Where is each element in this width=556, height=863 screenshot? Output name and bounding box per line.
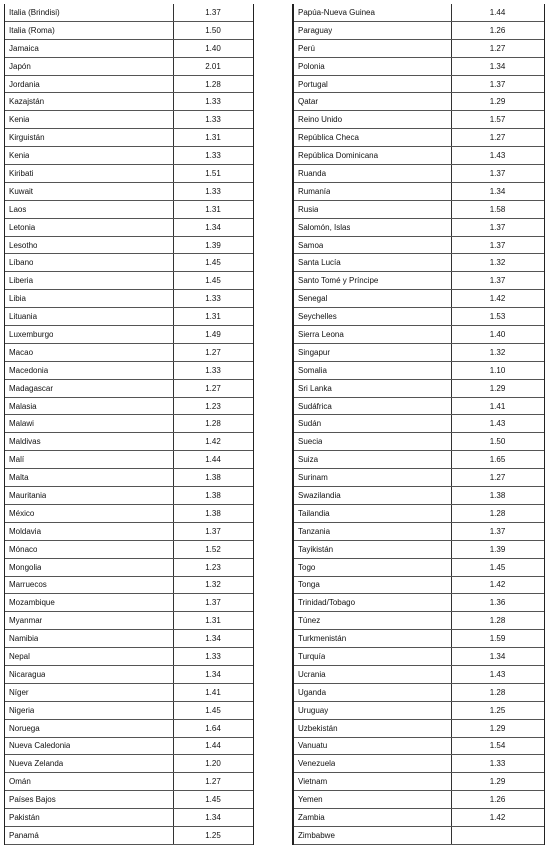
table-row	[5, 76, 253, 94]
country-value: 1.28	[205, 419, 221, 429]
table-row	[5, 433, 253, 451]
country-name: Trinidad/Tobago	[298, 598, 356, 608]
table-row	[294, 523, 544, 541]
country-name: Noruega	[9, 723, 40, 733]
country-value: 1.59	[489, 634, 506, 644]
table-row	[294, 809, 544, 827]
country-value: 1.43	[489, 419, 506, 429]
table-row	[294, 666, 544, 684]
country-name: Nepal	[9, 652, 30, 661]
country-value: 1.43	[489, 669, 506, 679]
country-name: Mónaco	[9, 544, 38, 554]
table-row	[294, 487, 544, 505]
country-value: 1.31	[205, 312, 221, 322]
country-name: Yemen	[298, 795, 323, 805]
table-row	[5, 505, 253, 523]
table-row	[294, 237, 544, 255]
table-row	[5, 40, 253, 58]
table-row	[5, 594, 253, 612]
country-name: Uzbekistán	[298, 723, 338, 733]
country-name: Moldavia	[9, 526, 42, 536]
country-name: República Dominicana	[298, 151, 379, 161]
country-name: Qatar	[298, 97, 319, 107]
country-name: Paraguay	[298, 25, 333, 35]
country-value: 1.28	[489, 508, 506, 518]
country-name: Perú	[298, 43, 315, 53]
country-value: 1.39	[489, 544, 506, 554]
country-value: 1.33	[205, 186, 221, 196]
country-value: 1.37	[489, 276, 506, 286]
country-name: Ruanda	[298, 168, 327, 178]
table-row	[294, 344, 544, 362]
country-name: Sierra Leona	[298, 329, 344, 339]
country-value: 1.33	[205, 151, 221, 161]
table-row	[294, 76, 544, 94]
country-name: Zambia	[298, 813, 325, 823]
table-row	[294, 4, 544, 22]
table-row	[294, 827, 544, 845]
country-value: 1.53	[489, 312, 506, 322]
country-name: Swazilandia	[298, 490, 341, 500]
table-row	[294, 648, 544, 666]
country-name: Liberia	[9, 276, 34, 286]
table-row	[5, 738, 253, 756]
table-row	[294, 272, 544, 290]
country-name: Uganda	[298, 687, 327, 697]
table-row	[294, 433, 544, 451]
table-row	[294, 594, 544, 612]
table-row	[294, 58, 544, 76]
country-name: Senegal	[298, 294, 328, 304]
table-row	[5, 451, 253, 469]
table-row	[5, 577, 253, 595]
country-value: 1.37	[489, 222, 506, 232]
table-row	[5, 165, 253, 183]
country-name: Malasia	[9, 401, 37, 411]
country-name: Sudáfrica	[298, 401, 332, 411]
country-name: Rusia	[298, 204, 319, 214]
country-name: Letonia	[9, 222, 36, 232]
country-value: 1.45	[205, 258, 221, 268]
country-value: 1.27	[205, 777, 221, 787]
country-value: 1.36	[489, 598, 506, 608]
table-row	[5, 666, 253, 684]
table-row	[294, 308, 544, 326]
country-name: Marruecos	[9, 580, 47, 590]
country-name: Polonia	[298, 61, 325, 71]
country-name: Vanuatu	[298, 741, 328, 751]
country-name: Pakistán	[9, 813, 40, 823]
country-value: 1.26	[489, 25, 506, 35]
country-value: 1.33	[489, 759, 506, 769]
country-value: 1.42	[489, 580, 506, 590]
country-value: 1.26	[489, 795, 506, 805]
country-name: Lesotho	[9, 240, 38, 250]
table-row	[5, 755, 253, 773]
country-name: Togo	[298, 562, 316, 572]
country-value: 1.42	[489, 813, 506, 823]
country-value: 1.37	[205, 598, 221, 608]
country-value: 1.37	[205, 526, 221, 536]
country-name: Somalia	[298, 365, 327, 375]
country-value: 2.01	[205, 61, 221, 71]
country-value: 1.40	[205, 43, 221, 53]
country-value: 1.20	[205, 759, 221, 769]
country-value: 1.45	[489, 562, 506, 572]
country-value: 1.34	[205, 222, 221, 232]
table-row	[5, 380, 253, 398]
country-value: 1.51	[205, 168, 221, 178]
country-name: Mongolia	[9, 562, 42, 572]
country-name: Reino Unido	[298, 115, 343, 125]
country-name: Samoa	[298, 240, 324, 250]
country-name: Nicaragua	[9, 669, 46, 679]
table-row	[294, 755, 544, 773]
country-value: 1.37	[489, 526, 506, 536]
country-value: 1.41	[205, 687, 221, 697]
table-row	[294, 702, 544, 720]
table-row	[294, 398, 544, 416]
country-name: Kazajstán	[9, 97, 45, 107]
table-row	[294, 720, 544, 738]
table-row	[294, 630, 544, 648]
table-row	[5, 147, 253, 165]
country-name: Italia (Roma)	[9, 25, 55, 35]
table-row	[5, 469, 253, 487]
table-row	[294, 469, 544, 487]
table-row	[5, 630, 253, 648]
country-value: 1.54	[489, 741, 506, 751]
table-row	[294, 254, 544, 272]
country-name: Tayikistán	[298, 544, 334, 554]
table-row	[294, 773, 544, 791]
right-country-table	[292, 4, 545, 845]
country-value: 1.34	[205, 634, 221, 644]
country-value: 1.29	[489, 383, 506, 393]
country-value: 1.34	[489, 186, 506, 196]
country-name: Sri Lanka	[298, 383, 332, 393]
table-row	[5, 201, 253, 219]
table-row	[294, 40, 544, 58]
country-value: 1.33	[205, 365, 221, 375]
country-name: Lituania	[9, 312, 38, 322]
country-name: Santa Lucía	[298, 258, 341, 268]
country-name: Kiribati	[9, 168, 34, 178]
table-row	[5, 272, 253, 290]
country-name: Papúa-Nueva Guinea	[298, 7, 375, 17]
country-name: Suiza	[298, 455, 319, 465]
country-name: Luxemburgo	[9, 329, 54, 339]
country-value: 1.52	[205, 544, 221, 554]
country-value: 1.38	[205, 473, 221, 483]
table-row	[294, 93, 544, 111]
country-name: Laos	[9, 204, 27, 214]
country-value: 1.34	[489, 652, 506, 661]
table-row	[5, 58, 253, 76]
country-name: Malta	[9, 473, 29, 483]
table-row	[294, 129, 544, 147]
country-name: Ucrania	[298, 669, 326, 679]
country-value: 1.45	[205, 705, 221, 715]
country-value: 1.10	[489, 365, 506, 375]
country-value: 1.32	[489, 258, 506, 268]
country-name: Tonga	[298, 580, 320, 590]
country-value: 1.23	[205, 562, 221, 572]
country-name: Nueva Zelanda	[9, 759, 64, 769]
country-value: 1.45	[205, 795, 221, 805]
country-value: 1.44	[489, 7, 506, 17]
country-value: 1.27	[489, 473, 506, 483]
country-name: Zimbabwe	[298, 830, 335, 840]
table-row	[294, 183, 544, 201]
country-name: Uruguay	[298, 705, 329, 715]
table-row	[5, 22, 253, 40]
country-name: México	[9, 508, 35, 518]
table-row	[294, 165, 544, 183]
country-name: Kenia	[9, 115, 30, 125]
country-value: 1.25	[205, 830, 221, 840]
country-value: 1.32	[205, 580, 221, 590]
country-name: Singapur	[298, 347, 331, 357]
table-row	[294, 415, 544, 433]
table-row	[5, 415, 253, 433]
table-row	[294, 326, 544, 344]
country-value: 1.33	[205, 115, 221, 125]
country-name: Macedonia	[9, 365, 49, 375]
country-name: Vietnam	[298, 777, 328, 787]
country-name: Macao	[9, 347, 34, 357]
table-row	[5, 93, 253, 111]
country-value: 1.25	[489, 705, 506, 715]
country-value: 1.45	[205, 276, 221, 286]
table-row	[5, 362, 253, 380]
table-row	[294, 791, 544, 809]
table-row	[5, 129, 253, 147]
country-name: Jordania	[9, 79, 40, 89]
country-name: Namibia	[9, 634, 39, 644]
table-row	[5, 398, 253, 416]
table-row	[5, 791, 253, 809]
country-value: 1.29	[489, 723, 506, 733]
table-row	[294, 362, 544, 380]
country-value: 1.28	[489, 687, 506, 697]
country-name: Suecia	[298, 437, 323, 447]
country-name: Nigeria	[9, 705, 35, 715]
country-value: 1.31	[205, 616, 221, 626]
table-row	[5, 326, 253, 344]
country-name: Venezuela	[298, 759, 336, 769]
country-value: 1.41	[489, 401, 506, 411]
country-name: Maldivas	[9, 437, 41, 447]
table-row	[294, 738, 544, 756]
country-name: Italia (Brindisi)	[9, 7, 60, 17]
table-row	[5, 344, 253, 362]
country-name: Turkmenistán	[298, 634, 347, 644]
table-row	[294, 612, 544, 630]
country-value: 1.42	[205, 437, 221, 447]
country-name: Portugal	[298, 79, 328, 89]
table-row	[294, 201, 544, 219]
table-row	[5, 720, 253, 738]
table-row	[294, 22, 544, 40]
table-row	[5, 523, 253, 541]
country-value: 1.49	[205, 329, 221, 339]
table-row	[294, 111, 544, 129]
country-value: 1.50	[489, 437, 506, 447]
country-value: 1.23	[205, 401, 221, 411]
table-row	[5, 648, 253, 666]
table-row	[5, 254, 253, 272]
table-row	[5, 219, 253, 237]
table-row	[5, 4, 253, 22]
country-name: Países Bajos	[9, 795, 56, 805]
country-name: República Checa	[298, 133, 359, 143]
country-name: Jamaica	[9, 43, 39, 53]
table-row	[5, 612, 253, 630]
country-name: Kuwait	[9, 186, 34, 196]
country-name: Japón	[9, 61, 31, 71]
country-value: 1.50	[205, 25, 221, 35]
country-value: 1.29	[489, 777, 506, 787]
table-row	[294, 505, 544, 523]
table-row	[294, 451, 544, 469]
country-name: Níger	[9, 687, 29, 697]
table-row	[294, 541, 544, 559]
country-name: Malawi	[9, 419, 34, 429]
country-name: Kenia	[9, 151, 30, 161]
table-row	[294, 219, 544, 237]
country-name: Omán	[9, 777, 31, 787]
country-value: 1.27	[205, 383, 221, 393]
table-row	[5, 684, 253, 702]
country-value: 1.38	[489, 490, 506, 500]
country-value: 1.33	[205, 294, 221, 304]
table-row	[5, 809, 253, 827]
table-row	[5, 702, 253, 720]
country-value: 1.43	[489, 151, 506, 161]
country-value: 1.34	[489, 61, 506, 71]
country-name: Santo Tomé y Príncipe	[298, 276, 379, 286]
country-value: 1.33	[205, 97, 221, 107]
country-value: 1.40	[489, 329, 506, 339]
left-country-table	[4, 4, 254, 845]
country-name: Myanmar	[9, 616, 43, 626]
country-name: Sudán	[298, 419, 322, 429]
table-row	[294, 147, 544, 165]
country-value: 1.44	[205, 741, 221, 751]
country-value: 1.37	[489, 168, 506, 178]
country-value: 1.37	[205, 7, 221, 17]
table-row	[294, 684, 544, 702]
country-value: 1.38	[205, 490, 221, 500]
country-name: Kirguistán	[9, 133, 45, 143]
country-value: 1.37	[489, 240, 506, 250]
country-value: 1.27	[489, 43, 506, 53]
country-name: Seychelles	[298, 312, 337, 322]
table-row	[5, 541, 253, 559]
country-value: 1.39	[205, 240, 221, 250]
country-value: 1.27	[489, 133, 506, 143]
table-row	[5, 559, 253, 577]
country-value: 1.28	[205, 79, 221, 89]
country-name: Mozambique	[9, 598, 55, 608]
country-name: Tailandia	[298, 508, 330, 518]
country-name: Mauritania	[9, 490, 47, 500]
country-name: Salomón, Islas	[298, 222, 351, 232]
table-row	[294, 559, 544, 577]
country-value: 1.58	[489, 204, 506, 214]
country-value: 1.42	[489, 294, 506, 304]
table-row	[5, 308, 253, 326]
table-row	[5, 773, 253, 791]
country-value: 1.29	[489, 97, 506, 107]
country-name: Turquía	[298, 652, 326, 661]
table-row	[5, 237, 253, 255]
table-row	[294, 290, 544, 308]
country-value: 1.32	[489, 347, 506, 357]
country-value: 1.37	[489, 79, 506, 89]
table-row	[294, 380, 544, 398]
country-value: 1.38	[205, 508, 221, 518]
country-name: Malí	[9, 455, 25, 465]
country-value: 1.34	[205, 669, 221, 679]
table-row	[5, 111, 253, 129]
country-value: 1.33	[205, 652, 221, 661]
country-value: 1.27	[205, 347, 221, 357]
country-value: 1.31	[205, 133, 221, 143]
country-name: Libia	[9, 294, 26, 304]
country-name: Madagascar	[9, 383, 54, 393]
country-name: Túnez	[298, 616, 321, 626]
country-value: 1.65	[489, 455, 506, 465]
country-name: Panamá	[9, 830, 39, 840]
table-row	[5, 183, 253, 201]
country-value: 1.34	[205, 813, 221, 823]
country-name: Líbano	[9, 258, 34, 268]
table-row	[294, 577, 544, 595]
country-value: 1.57	[489, 115, 506, 125]
country-value: 1.31	[205, 204, 221, 214]
table-row	[5, 487, 253, 505]
country-value: 1.64	[205, 723, 221, 733]
country-value: 1.28	[489, 616, 506, 626]
country-value: 1.44	[205, 455, 221, 465]
table-row	[5, 290, 253, 308]
table-row	[5, 827, 253, 845]
country-name: Tanzania	[298, 526, 331, 536]
country-name: Rumanía	[298, 186, 331, 196]
country-name: Surinam	[298, 473, 328, 483]
country-name: Nueva Caledonia	[9, 741, 71, 751]
